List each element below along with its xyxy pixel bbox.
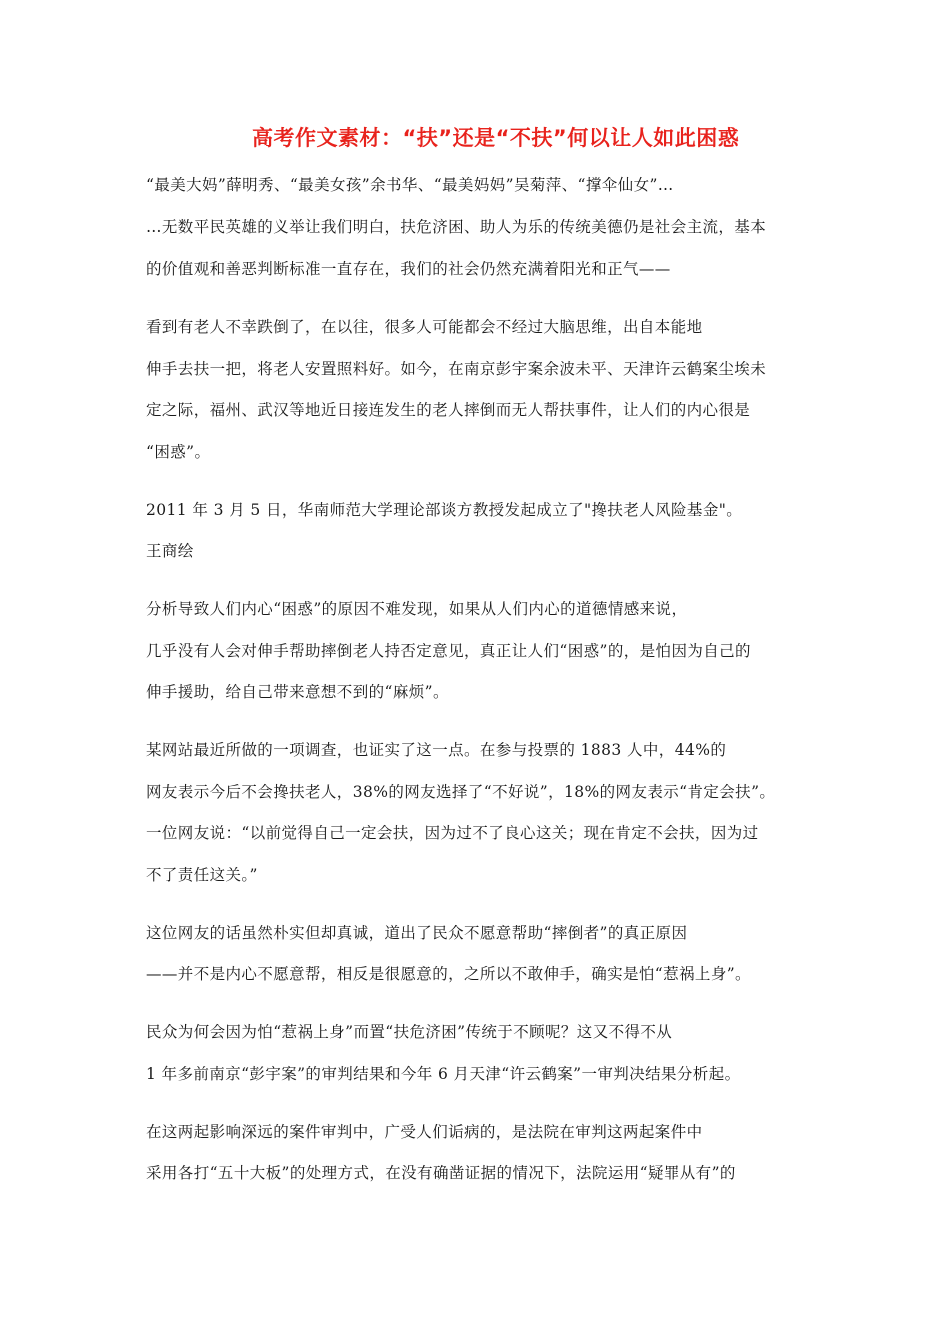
paragraph-2-line-2: 伸手去扶一把，将老人安置照料好。如今，在南京彭宇案余波未平、天津许云鹤案尘埃未 [146,360,767,378]
paragraph-1-line-3: 的价值观和善恶判断标准一直存在，我们的社会仍然充满着阳光和正气—— [146,260,671,278]
article-title: 高考作文素材：“扶”还是“不扶”何以让人如此困惑 [252,126,740,150]
paragraph-8-line-2: 采用各打“五十大板”的处理方式，在没有确凿证据的情况下，法院运用“疑罪从有”的 [146,1164,736,1182]
paragraph-7-line-1: 民众为何会因为怕“惹祸上身”而置“扶危济困”传统于不顾呢？这又不得不从 [146,1023,673,1041]
paragraph-4-line-3: 伸手援助，给自己带来意想不到的“麻烦”。 [146,683,449,701]
paragraph-6-line-2: ——并不是内心不愿意帮，相反是很愿意的，之所以不敢伸手，确实是怕“惹祸上身”。 [146,965,751,983]
paragraph-6-line-1: 这位网友的话虽然朴实但却真诚，道出了民众不愿意帮助“摔倒者”的真正原因 [146,924,688,942]
paragraph-3-line-1: 2011 年 3 月 5 日，华南师范大学理论部谈方教授发起成立了"搀扶老人风险基金"。 [146,501,743,519]
paragraph-5-line-2: 网友表示今后不会搀扶老人，38%的网友选择了“不好说”，18%的网友表示“肯定会扶”。 [146,783,776,801]
paragraph-3-line-2: 王商绘 [146,542,194,560]
paragraph-5-line-4: 不了责任这关。” [146,866,258,884]
paragraph-7-line-2: 1 年多前南京“彭宇案”的审判结果和今年 6 月天津“许云鹤案”一审判决结果分析起。 [146,1065,741,1083]
paragraph-2-line-1: 看到有老人不幸跌倒了，在以往，很多人可能都会不经过大脑思维，出自本能地 [146,318,703,336]
paragraph-2-line-3: 定之际，福州、武汉等地近日接连发生的老人摔倒而无人帮扶事件，让人们的内心很是 [146,401,751,419]
paragraph-5-line-1: 某网站最近所做的一项调查，也证实了这一点。在参与投票的 1883 人中，44%的 [146,741,727,759]
paragraph-4-line-1: 分析导致人们内心“困惑”的原因不难发现，如果从人们内心的道德情感来说， [146,600,688,618]
paragraph-2-line-4: “困惑”。 [146,443,211,461]
paragraph-5-line-3: 一位网友说：“以前觉得自己一定会扶，因为过不了良心这关；现在肯定不会扶，因为过 [146,824,759,842]
paragraph-1-line-2: …无数平民英雄的义举让我们明白，扶危济困、助人为乐的传统美德仍是社会主流，基本 [146,218,767,236]
paragraph-4-line-2: 几乎没有人会对伸手帮助摔倒老人持否定意见，真正让人们“困惑”的，是怕因为自己的 [146,642,751,660]
paragraph-8-line-1: 在这两起影响深远的案件审判中，广受人们诟病的，是法院在审判这两起案件中 [146,1123,703,1141]
paragraph-1-line-1: “最美大妈”薛明秀、“最美女孩”余书华、“最美妈妈”吴菊萍、“撑伞仙女”… [146,176,674,194]
